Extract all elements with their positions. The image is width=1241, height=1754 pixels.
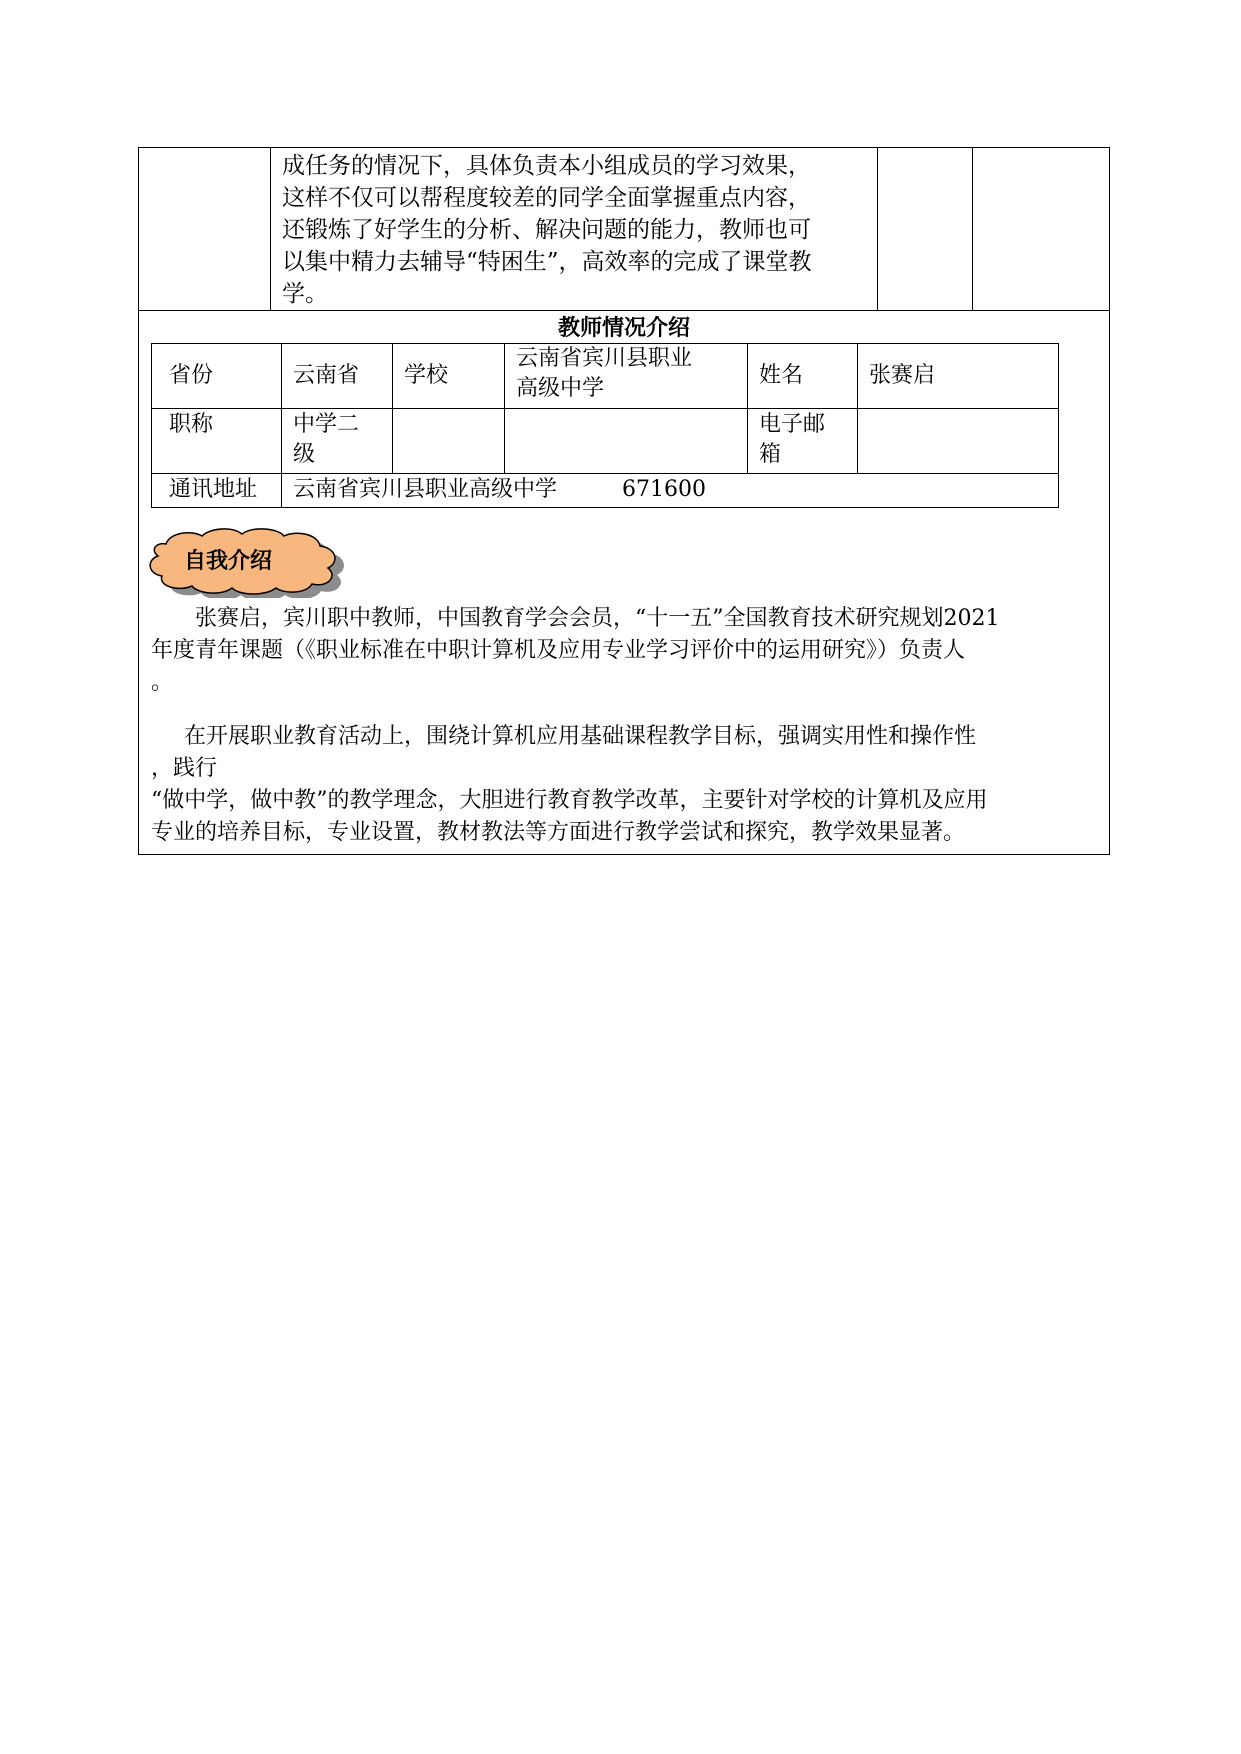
- title-value: [281, 410, 359, 470]
- document-table: [138, 147, 1110, 855]
- email-label-line: 电子邮: [759, 412, 826, 437]
- school-value-line: 高级中学: [516, 376, 605, 401]
- text-line: 张赛启，宾川职中教师，中国教育学会会员，“十一五”全国教育技术研究规划2021: [195, 606, 1000, 631]
- text-line: 这样不仅可以帮程度较差的同学全面掌握重点内容，: [282, 185, 811, 211]
- text-line: ，践行: [151, 756, 218, 781]
- text-line: 在开展职业教育活动上，围绕计算机应用基础课程教学目标，强调实用性和操作性: [184, 724, 977, 749]
- title-value-line: 级: [293, 442, 316, 467]
- address-label: 通讯地址: [169, 477, 258, 502]
- text-line: 还锻炼了好学生的分析、解决问题的能力，教师也可: [282, 217, 811, 243]
- top-continuation-row: [139, 148, 1109, 311]
- title-label: 职称: [169, 412, 214, 437]
- intro-paragraph-1: [151, 603, 1096, 699]
- name-label: 姓名: [759, 363, 804, 388]
- text-line: 年度青年课题（《职业标准在中职计算机及应用专业学习评价中的运用研究》）负责人: [151, 638, 966, 663]
- email-label: [747, 410, 825, 470]
- province-label: 省份: [169, 363, 214, 388]
- province-value: 云南省: [293, 363, 360, 388]
- intro-paragraph-2: [151, 721, 1096, 849]
- column-divider: [972, 148, 973, 310]
- text-line: “做中学，做中教”的教学理念，大胆进行教育教学改革，主要针对学校的计算机及应用: [151, 788, 988, 813]
- text-line: 专业的培养目标，专业设置，教材教法等方面进行教学尝试和探究，教学效果显著。: [151, 820, 966, 845]
- school-label: 学校: [404, 363, 449, 388]
- title-value-line: 中学二: [293, 412, 360, 437]
- school-value-line: 云南省宾川县职业: [516, 346, 693, 371]
- section-title: 教师情况介绍: [557, 315, 690, 341]
- text-line: 学。: [282, 281, 328, 307]
- postcode: 671600: [622, 477, 706, 502]
- badge-label: 自我介绍: [184, 549, 273, 574]
- column-divider: [270, 148, 271, 310]
- school-value: [504, 344, 692, 404]
- row-divider: [152, 408, 1058, 409]
- activity-description: [282, 150, 872, 310]
- name-value: 张赛启: [869, 363, 936, 388]
- teacher-info-table: [151, 343, 1059, 508]
- column-divider: [877, 148, 878, 310]
- text-line: 成任务的情况下，具体负责本小组成员的学习效果，: [282, 153, 811, 179]
- email-label-line: 箱: [759, 442, 782, 467]
- text-line: 以集中精力去辅导“特困生”，高效率的完成了课堂教: [282, 249, 812, 275]
- row-divider: [152, 473, 1058, 474]
- address-value: 云南省宾川县职业高级中学: [293, 477, 558, 502]
- text-line: 。: [151, 670, 174, 695]
